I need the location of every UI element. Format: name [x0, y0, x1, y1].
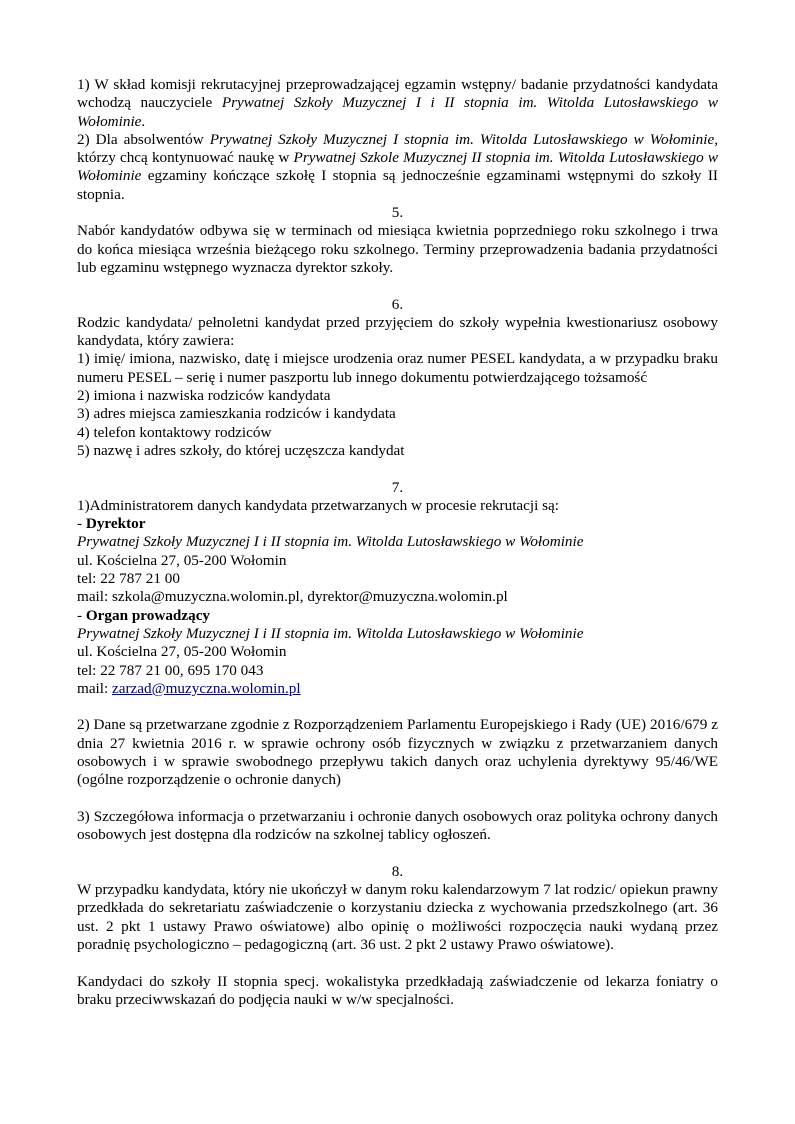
section-6-number: 6. [391, 295, 404, 313]
text-run: . [141, 112, 146, 130]
section-7-paragraph-2: 2) Dane są przetwarzane zgodnie z Rozporządzeniem Parlamentu Europejskiego i Rady (UE) 2016/679 z dnia 27 kwietnia 2016 r. w sprawie ochrony osób fizycznych w związku z przetwarzaniem danych osobowych i w sprawie swobodnego przepływu takich danych oraz uchylenia dyrektywy 95/46/WE (ogólne rozporządzenie o ochronie danych) [77, 716, 718, 789]
text-run: , którzy chcą kontynuować naukę w [77, 130, 718, 167]
organ-phone: tel: 22 787 21 00, 695 170 043 [77, 661, 264, 679]
section-8-number: 8. [391, 862, 404, 880]
text-run: 1) W skład komisji rekrutacyjnej przeprowadzającej egzamin wstępny/ badanie przydatności kandydata wchodzą nauczyciele [77, 76, 718, 112]
spacer [77, 954, 718, 972]
email-label: mail: [77, 679, 113, 697]
section-7-intro: 1)Administratorem danych kandydata przetwarzanych w procesie rekrutacji są: [77, 496, 560, 514]
administrator-organ-heading [77, 607, 718, 625]
section-5-paragraph: Nabór kandydatów odbywa się w terminach od miesiąca kwietnia poprzedniego roku szkolnego i trwa do końca miesiąca września bieżącego roku szkolnego. Terminy przeprowadzenia badania przydatności lub egzaminu wstępnego wyznacza dyrektor szkoły. [77, 222, 718, 276]
school-name: Prywatnej Szkoły Muzycznej I stopnia im. Witolda Lutosławskiego w Wołominie [209, 130, 715, 148]
section-6-intro: Rodzic kandydata/ pełnoletni kandydat przed przyjęciem do szkoły wypełnia kwestionariusz osobowy kandydata, który zawiera: [77, 313, 718, 350]
section-6-item-1: 1) imię/ imiona, nazwisko, datę i miejsce urodzenia oraz numer PESEL kandydata, a w przypadku braku numeru PESEL – serię i numer paszportu lub innego dokumentu potwierdzającego tożsamość [77, 350, 718, 386]
director-phone: tel: 22 787 21 00 [77, 570, 180, 588]
text-run: 2) Dla absolwentów [77, 130, 210, 148]
director-school-name: Prywatnej Szkoły Muzycznej I i II stopnia im. Witolda Lutosławskiego w Wołominie [77, 533, 584, 551]
director-label: Dyrektor [85, 515, 146, 533]
director-email: mail: szkola@muzyczna.wolomin.pl, dyrektor@muzyczna.wolomin.pl [77, 588, 508, 606]
organ-label: Organ prowadzący [85, 606, 211, 624]
organ-email [77, 680, 718, 698]
section-7-number: 7. [391, 478, 404, 496]
document-page [77, 76, 718, 1009]
spacer [77, 698, 718, 716]
director-address: ul. Kościelna 27, 05-200 Wołomin [77, 551, 287, 569]
text-run: egzaminy kończące szkołę I stopnia są jednocześnie egzaminami wstępnymi do szkoły II stopnia. [77, 167, 718, 203]
spacer [77, 844, 718, 862]
section-8-paragraph-2: Kandydaci do szkoły II stopnia specj. wokalistyka przedkładają zaświadczenie od lekarza foniatry o braku przeciwwskazań do podjęcia nauki w w/w specjalności. [77, 972, 718, 1008]
school-name: Prywatnej Szkole Muzycznej II stopnia im. Witolda Lutosławskiego w Wołominie [77, 149, 718, 185]
section-4-paragraph-2 [77, 131, 718, 204]
school-name: Prywatnej Szkoły Muzycznej I i II stopnia im. Witolda Lutosławskiego w Wołominie [77, 94, 718, 130]
spacer [77, 277, 718, 295]
section-6-item-2: 2) imiona i nazwiska rodziców kandydata [77, 387, 331, 405]
section-5-number: 5. [391, 204, 404, 222]
section-4-paragraph-1 [77, 76, 718, 131]
organ-school-name: Prywatnej Szkoły Muzycznej I i II stopnia im. Witolda Lutosławskiego w Wołominie [77, 624, 584, 642]
spacer [77, 460, 718, 478]
section-6-item-4: 4) telefon kontaktowy rodziców [77, 423, 272, 441]
dash: - [77, 515, 86, 533]
section-8-paragraph-1: W przypadku kandydata, który nie ukończył w danym roku kalendarzowym 7 lat rodzic/ opiekun prawny przedkłada do sekretariatu zaświadczenie o korzystaniu dziecka z wychowania przedszkolnego (art. 36 ust. 2 pkt 1 ustawy Prawo oświatowe) albo opinię o możliwości rozpoczęcia nauki wydaną przez poradnię psychologiczno – pedagogiczną (art. 36 ust. 2 pkt 2 ustawy Prawo oświatowe). [77, 881, 718, 953]
administrator-director-heading [77, 515, 718, 533]
section-7-paragraph-3: 3) Szczegółowa informacja o przetwarzaniu i ochronie danych osobowych oraz polityka ochrony danych osobowych jest dostępna dla rodziców na szkolnej tablicy ogłoszeń. [77, 807, 718, 844]
spacer [77, 790, 718, 808]
section-6-item-3: 3) adres miejsca zamieszkania rodziców i kandydata [77, 405, 396, 423]
organ-address: ul. Kościelna 27, 05-200 Wołomin [77, 643, 287, 661]
section-6-item-5: 5) nazwę i adres szkoły, do której uczęszcza kandydat [77, 441, 405, 459]
dash: - [77, 606, 86, 624]
organ-email-link[interactable]: zarzad@muzyczna.wolomin.pl [112, 679, 301, 697]
